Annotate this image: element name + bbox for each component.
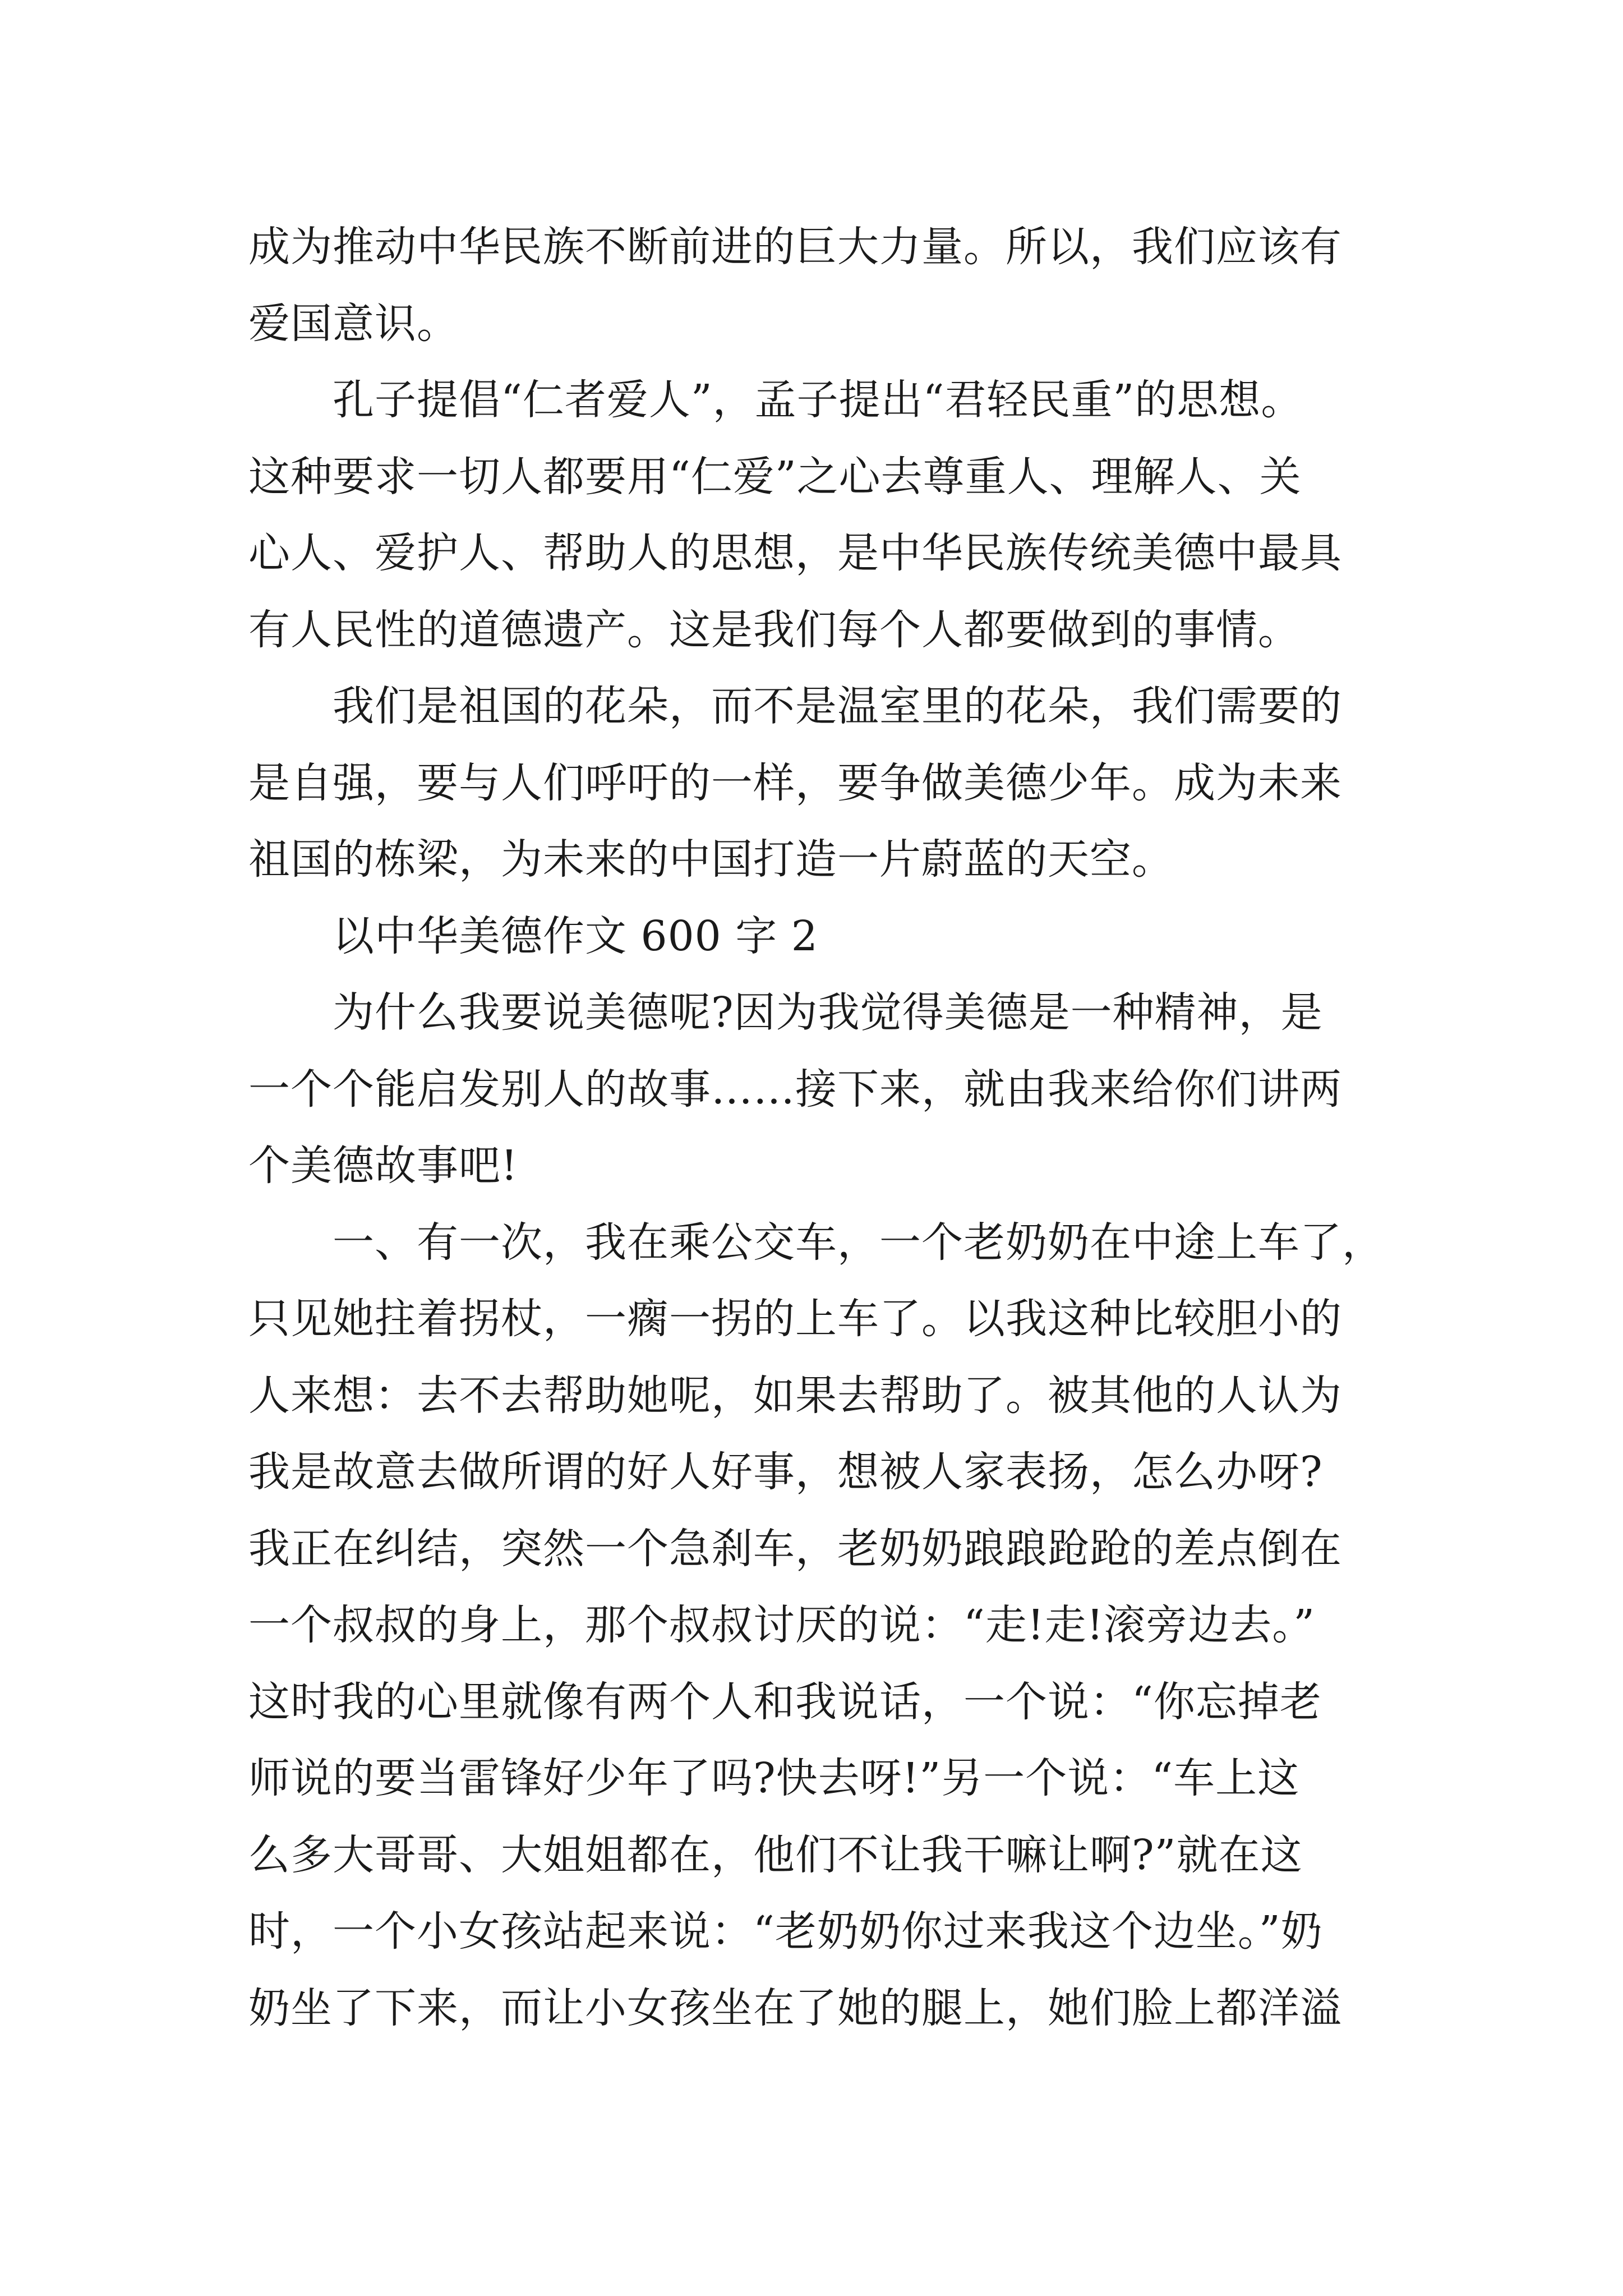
- paragraph-start-line: 我们是祖国的花朵，而不是温室里的花朵，我们需要的: [333, 682, 1342, 730]
- section-heading: 以中华美德作文 600 字 2: [333, 912, 818, 960]
- text-line: 是自强，要与人们呼吁的一样，要争做美德少年。成为未来: [248, 758, 1342, 807]
- text-line: 我是故意去做所谓的好人好事，想被人家表扬，怎么办呀?: [248, 1448, 1323, 1496]
- text-line: 心人、爱护人、帮助人的思想，是中华民族传统美德中最具: [248, 529, 1342, 577]
- paragraph-start-line: 孔子提倡“仁者爱人”，孟子提出“君轻民重”的思想。: [333, 376, 1303, 424]
- text-line: 我正在纠结，突然一个急刹车，老奶奶踉踉跄跄的差点倒在: [248, 1524, 1342, 1573]
- paragraph-start-line: 一、有一次，我在乘公交车，一个老奶奶在中途上车了，: [333, 1218, 1384, 1267]
- text-line: 人来想：去不去帮助她呢，如果去帮助了。被其他的人认为: [248, 1371, 1342, 1420]
- text-line: 时，一个小女孩站起来说：“老奶奶你过来我这个边坐。”奶: [248, 1907, 1323, 1955]
- text-line: 个美德故事吧!: [248, 1142, 518, 1190]
- text-line: 一个个能启发别人的故事……接下来，就由我来给你们讲两: [248, 1065, 1342, 1114]
- essay-body: [248, 209, 1387, 2046]
- paragraph-start-line: 为什么我要说美德呢?因为我觉得美德是一种精神，是: [333, 988, 1323, 1037]
- text-line: 师说的要当雷锋好少年了吗?快去呀!”另一个说：“车上这: [248, 1754, 1300, 1802]
- text-line: 祖国的栋梁，为未来的中国打造一片蔚蓝的天空。: [248, 835, 1174, 884]
- text-line: 一个叔叔的身上，那个叔叔讨厌的说：“走!走!滚旁边去。”: [248, 1601, 1316, 1649]
- text-line: 么多大哥哥、大姐姐都在，他们不让我干嘛让啊?”就在这: [248, 1830, 1303, 1879]
- text-line: 有人民性的道德遗产。这是我们每个人都要做到的事情。: [248, 605, 1300, 654]
- text-line: 只见她拄着拐杖，一瘸一拐的上车了。以我这种比较胆小的: [248, 1295, 1342, 1343]
- text-line: 奶坐了下来，而让小女孩坐在了她的腿上，她们脸上都洋溢: [248, 1984, 1342, 2032]
- text-line: 爱国意识。: [248, 299, 459, 348]
- text-line: 这种要求一切人都要用“仁爱”之心去尊重人、理解人、关: [248, 452, 1302, 501]
- text-line: 这时我的心里就像有两个人和我说话，一个说：“你忘掉老: [248, 1677, 1322, 1726]
- text-line: 成为推动中华民族不断前进的巨大力量。所以，我们应该有: [248, 223, 1342, 271]
